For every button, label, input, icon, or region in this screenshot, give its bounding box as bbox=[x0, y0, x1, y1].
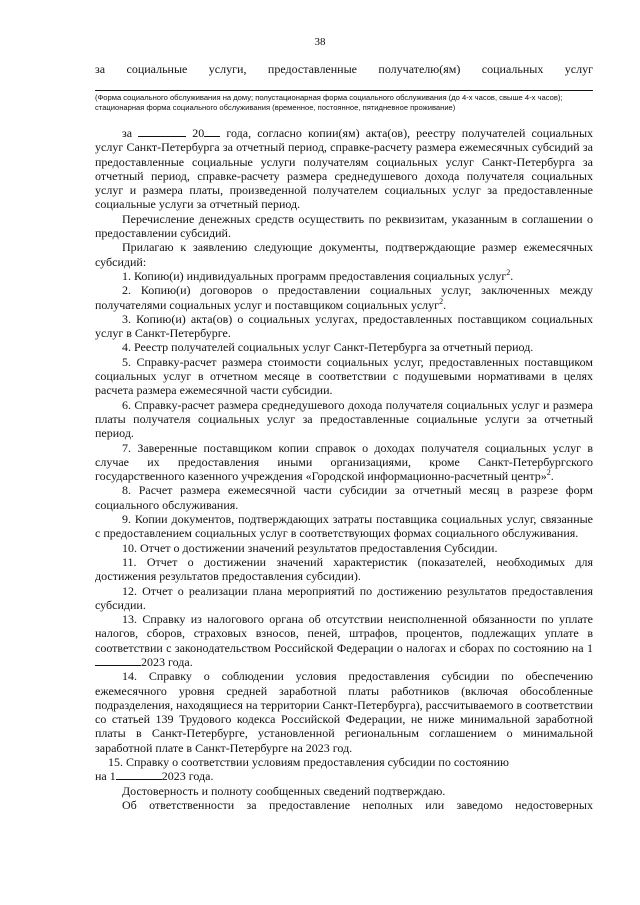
paragraph-confirm: Достоверность и полноту сообщенных сведений подтверждаю. bbox=[122, 783, 446, 798]
year-suffix: 2023 года. bbox=[141, 654, 193, 669]
list-item-7: 7. Заверенные поставщиком копии справок о доходах получателя социальных услуг в случае их предоставления иными организациями, кроме Санкт-Петербургского государственного казенного учреждения «Городской информационно-расчетный центр»$^2$. bbox=[95, 440, 593, 484]
list-item-5: 5. Справку-расчет размера стоимости социальных услуг, предоставленных поставщиком социальных услуг в отчетном месяце в соответствии с подушевыми нормативами в целях расчета размера ежемесячной части субсидии. bbox=[95, 354, 593, 398]
year-suffix: 2023 года. bbox=[161, 769, 214, 784]
footnote-mark: 2 bbox=[546, 468, 551, 478]
list-item-1: 1. Копию(и) индивидуальных программ предоставления социальных услуг$^2$. bbox=[122, 267, 514, 283]
paragraph-period bbox=[95, 126, 593, 212]
document-body bbox=[95, 126, 593, 812]
list-item-14: 14. Справку о соблюдении условия предоставления субсидии по обеспечению ежемесячного уровня средней заработной платы работников (включая обособленные подразделения, находящиеся на территории Санкт-Петербурга), рассчитываемого в соответствии со статьей 139 Трудового кодекса Российской Федерации, не ниже минимальной заработной платы в Санкт-Петербурге, установленной региональным соглашением о минимальной заработной плате в Санкт-Петербурге на 2023 год. bbox=[95, 669, 593, 755]
date-blank bbox=[116, 779, 162, 780]
list-item-11: 11. Отчет о достижении значений характеристик (показателей, необходимых для достижения результатов предоставления субсидии). bbox=[95, 554, 593, 584]
period-text: года, согласно копии(ям) акта(ов), реестру получателей социальных услуг Санкт-Петербурга за отчетный период, справке-расчету размера ежемесячных субсидий за предоставленные социальные услуги получателям социальных услуг Санкт-Петербурга за отчетный период, справке-расчету размера среднедушевого дохода получателя социальных услуг и размера платы, произведенной получателем социальных услуг за предоставленные социальные услуги за отчетный период. bbox=[95, 126, 594, 212]
paragraph-attach: Прилагаю к заявлению следующие документы, подтверждающие размер ежемесячных субсидий: bbox=[95, 240, 593, 269]
year-blank bbox=[204, 136, 220, 137]
paragraph-transfer: Перечисление денежных средств осуществить по реквизитам, указанным в соглашении о предоставлении субсидий. bbox=[95, 211, 593, 241]
list-item-15-cont bbox=[95, 769, 593, 783]
list-item-text: 7. Заверенные поставщиком копии справок о доходах получателя социальных услуг в случае их предоставления иными организациями, кроме Санкт-Петербургского государственного казенного учреждения «Городской информационно-расчетный центр» bbox=[95, 440, 593, 484]
list-item-text: 1. Копию(и) индивидуальных программ предоставления социальных услуг bbox=[122, 268, 507, 283]
list-item-8: 8. Расчет размера ежемесячной части субсидии за отчетный месяц в разрезе форм социального обслуживания. bbox=[95, 483, 593, 512]
list-item-text: 2. Копию(и) договоров о предоставлении социальных услуг, заключенных между получателями социальных услуг и поставщиком социальных услуг bbox=[95, 283, 593, 312]
date-blank bbox=[95, 665, 141, 666]
list-item-2: 2. Копию(и) договоров о предоставлении социальных услуг, заключенных между получателями социальных услуг и поставщиком социальных услуг$^2$. bbox=[95, 283, 593, 312]
list-item-3: 3. Копию(и) акта(ов) о социальных услугах, предоставленных поставщиком социальных услуг в Санкт-Петербурге. bbox=[95, 311, 593, 341]
form-blank-line bbox=[95, 90, 593, 91]
form-note: (Форма социального обслуживания на дому; полустационарная форма социального обслуживания (до 4-х часов, свыше 4-х часов); стационарная форма социального обслуживания (временное, постоянное, пятидневное проживание) bbox=[95, 93, 563, 112]
paragraph-responsibility: Об ответственности за предоставление неполных или заведомо недостоверных bbox=[122, 797, 593, 812]
intro-line: за социальные услуги, предоставленные получателю(ям) социальных услуг bbox=[95, 62, 593, 76]
list-item-15: 15. Справку о соответствии условиям предоставления субсидии по состоянию bbox=[108, 755, 509, 770]
za-word: за bbox=[122, 126, 133, 140]
month-blank bbox=[138, 136, 186, 137]
list-item-4: 4. Реестр получателей социальных услуг Санкт-Петербурга за отчетный период. bbox=[122, 340, 534, 355]
list-item-9: 9. Копии документов, подтверждающих затраты поставщика социальных услуг, связанные с предоставлением социальных услуг в соответствующих формах социального обслуживания. bbox=[95, 512, 593, 541]
list-item-13 bbox=[95, 612, 593, 669]
page-number: 38 bbox=[314, 36, 326, 48]
list-item-text: на 1 bbox=[95, 769, 116, 784]
list-item-12: 12. Отчет о реализации плана мероприятий по достижению результатов предоставления субсидии. bbox=[95, 583, 593, 612]
list-item-text: 13. Справку из налогового органа об отсутствии неисполненной обязанности по уплате налогов, сборов, страховых взносов, пеней, штрафов, процентов, подлежащих уплате в соответствии с законодательством Российской Федерации о налогах и сборах по состоянию на 1 bbox=[95, 612, 593, 655]
year-prefix: 20 bbox=[192, 126, 205, 140]
footnote-mark: 2 bbox=[439, 296, 444, 306]
list-item-6: 6. Справку-расчет размера среднедушевого дохода получателя социальных услуг и размера платы получателя социальных услуг за предоставленные социальные услуги за отчетный период. bbox=[95, 397, 593, 441]
footnote-mark: 2 bbox=[506, 267, 511, 277]
list-item-10: 10. Отчет о достижении значений результатов предоставления Субсидии. bbox=[122, 540, 498, 555]
